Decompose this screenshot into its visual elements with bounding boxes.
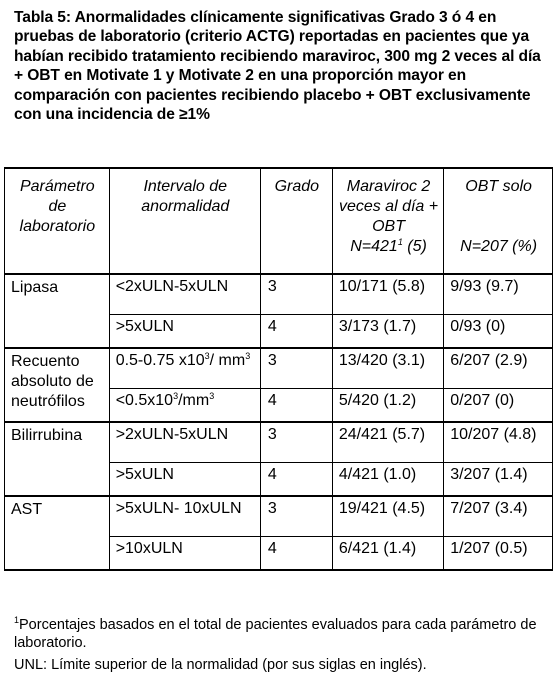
maraviroc-cell: 3/173 (1.7): [332, 314, 443, 348]
obt-cell: 0/207 (0): [444, 388, 553, 422]
grade-cell: 4: [260, 462, 332, 496]
obt-cell: 7/207 (3.4): [444, 496, 553, 536]
table-row: [5, 496, 553, 536]
grade-cell: 4: [260, 388, 332, 422]
grade-cell: 3: [260, 348, 332, 388]
table-header-row: [5, 168, 553, 274]
grade-cell: 4: [260, 314, 332, 348]
header-obt: [444, 168, 553, 274]
param-cell: AST: [5, 496, 110, 570]
header-grade: Grado: [260, 168, 332, 274]
grade-cell: 3: [260, 496, 332, 536]
footnote-unl: UNL: Límite superior de la normalidad (por sus siglas en inglés).: [14, 657, 427, 673]
header-maraviroc-n: $N=421^1$ (5): [350, 237, 427, 255]
header-maraviroc-line: Maraviroc 2 veces al día + OBT: [338, 178, 439, 235]
interval-cell: >5xULN: [109, 314, 260, 348]
interval-cell: 0.5-0.75 $x10^3/$ $mm^3$: [109, 348, 260, 388]
obt-cell: 10/207 (4.8): [444, 422, 553, 462]
maraviroc-cell: 13/420 (3.1): [332, 348, 443, 388]
param-cell: Bilirrubina: [5, 422, 110, 496]
grade-cell: 3: [260, 274, 332, 314]
table-row: [5, 348, 553, 388]
interval-cell: $<0.5x10^3/mm^3$: [109, 388, 260, 422]
obt-cell: 1/207 (0.5): [444, 536, 553, 570]
interval-cell: >5xULN: [109, 462, 260, 496]
interval-cell: >10xULN: [109, 536, 260, 570]
grade-cell: 4: [260, 536, 332, 570]
header-obt-line: OBT solo: [465, 178, 532, 195]
maraviroc-cell: 24/421 (5.7): [332, 422, 443, 462]
interval-cell: >2xULN-5xULN: [109, 422, 260, 462]
maraviroc-cell: 4/421 (1.0): [332, 462, 443, 496]
maraviroc-cell: 5/420 (1.2): [332, 388, 443, 422]
table-title: Tabla 5: Anormalidades clínicamente significativas Grado 3 ó 4 en pruebas de laboratorio (criterio ACTG) reportadas en pacientes que ya habían recibido tratamiento recibiendo maraviroc, 300 mg 2 veces al día + OBT en Motivate 1 y Motivate 2 en una proporción mayor en comparación con pacientes recibiendo placebo + OBT exclusivamente con una incidencia de ≥1%: [14, 9, 541, 124]
maraviroc-cell: 6/421 (1.4): [332, 536, 443, 570]
obt-cell: 9/93 (9.7): [444, 274, 553, 314]
header-obt-n: N=207 (%): [460, 238, 538, 255]
table-row: [5, 422, 553, 462]
header-param: Parámetro de laboratorio: [5, 168, 110, 274]
obt-cell: 0/93 (0): [444, 314, 553, 348]
maraviroc-cell: 19/421 (4.5): [332, 496, 443, 536]
table-row: [5, 274, 553, 314]
lab-abnormalities-table: [4, 167, 553, 571]
maraviroc-cell: 10/171 (5.8): [332, 274, 443, 314]
interval-cell: >5xULN- 10xULN: [109, 496, 260, 536]
header-maraviroc: [332, 168, 443, 274]
param-cell: Recuento absoluto de neutrófilos: [5, 348, 110, 422]
footnote-percentages: $^1$Porcentajes basados en el total de pacientes evaluados para cada parámetro de laboratorio.: [14, 615, 537, 651]
obt-cell: 6/207 (2.9): [444, 348, 553, 388]
interval-cell: <2xULN-5xULN: [109, 274, 260, 314]
grade-cell: 3: [260, 422, 332, 462]
param-cell: Lipasa: [5, 274, 110, 348]
header-interval: Intervalo de anormalidad: [109, 168, 260, 274]
obt-cell: 3/207 (1.4): [444, 462, 553, 496]
